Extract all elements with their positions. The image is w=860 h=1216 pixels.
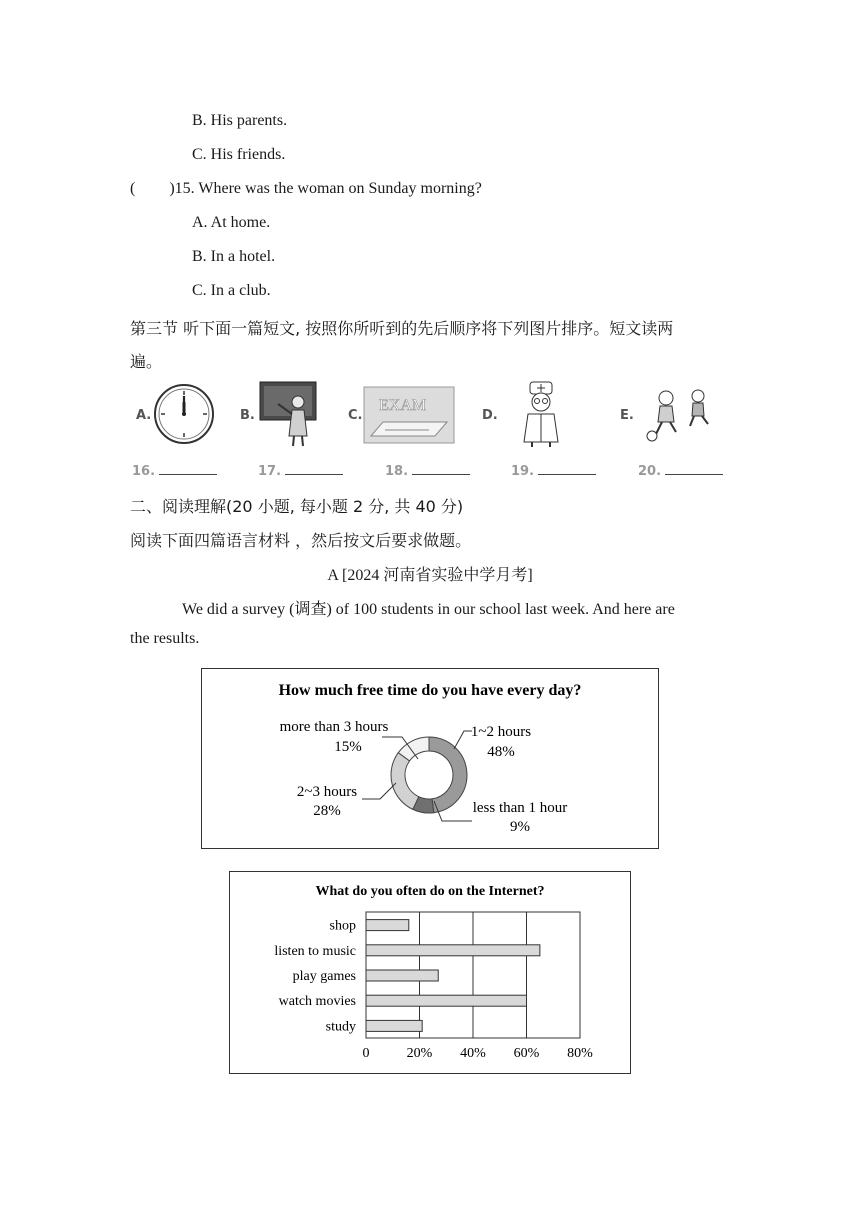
teacher-blackboard-icon — [258, 380, 320, 448]
clock-icon — [152, 382, 216, 446]
blank-20-number: 20. — [638, 464, 662, 479]
blank-16-number: 16. — [132, 464, 156, 479]
category-label: shop — [329, 918, 356, 934]
free-time-chart-svg — [202, 669, 658, 848]
picture-label-d: D. — [482, 408, 498, 423]
question-15-stem: 15. Where was the woman on Sunday morning? — [174, 180, 482, 197]
blank-16[interactable] — [132, 464, 217, 479]
slice-pct-less-1: 9% — [510, 819, 530, 835]
x-tick-label: 20% — [406, 1046, 433, 1061]
free-time-chart — [201, 668, 659, 849]
pie-slice-2 — [391, 753, 419, 810]
q15-option-a: A. At home. — [192, 214, 271, 231]
part2-heading: 二、阅读理解(20 小题, 每小题 2 分, 共 40 分) — [130, 497, 464, 516]
slice-pct-1-2: 48% — [487, 744, 515, 760]
x-tick-label: 40% — [460, 1046, 486, 1061]
bar-play-games — [366, 970, 438, 981]
section3-instruction-line2: 遍。 — [130, 352, 163, 371]
part2-instruction: 阅读下面四篇语言材料 ，然后按文后要求做题。 — [130, 531, 472, 550]
children-playing-icon — [642, 386, 714, 446]
blank-18[interactable] — [385, 464, 470, 479]
q15-option-b: B. In a hotel. — [192, 248, 276, 265]
blank-18-number: 18. — [385, 464, 409, 479]
blank-20[interactable] — [638, 464, 723, 479]
bar-chart-title: What do you often do on the Internet? — [315, 884, 545, 899]
bar-study — [366, 1020, 422, 1031]
exam-paper-icon — [363, 386, 455, 444]
answer-parenthesis[interactable]: ( ) — [130, 180, 175, 197]
category-label: play games — [292, 969, 356, 984]
picture-label-b: B. — [240, 408, 255, 423]
blank-19-number: 19. — [511, 464, 535, 479]
x-tick-label: 0 — [362, 1046, 370, 1061]
x-tick-label: 80% — [567, 1046, 593, 1061]
blank-17-number: 17. — [258, 464, 282, 479]
category-label: listen to music — [274, 943, 356, 959]
pie-slice-0 — [429, 737, 467, 813]
exam-text: EXAM — [379, 397, 427, 414]
slice-label-2-3: 2~3 hours — [296, 784, 358, 800]
passage-line-2: the results. — [130, 630, 200, 647]
q14-option-c: C. His friends. — [192, 146, 286, 163]
blank-19[interactable] — [511, 464, 596, 479]
x-tick-label: 60% — [513, 1046, 540, 1061]
slice-label-more-than-3: more than 3 hours — [279, 719, 389, 735]
slice-pct-more-than-3: 15% — [334, 739, 362, 755]
bar-shop — [366, 920, 409, 931]
blank-17[interactable] — [258, 464, 343, 479]
question-15 — [130, 180, 482, 198]
q15-option-c: C. In a club. — [192, 282, 271, 299]
internet-activity-chart-svg — [230, 872, 630, 1073]
category-label: study — [325, 1019, 356, 1035]
bar-listen-to-music — [366, 945, 540, 956]
chart-title: How much free time do you have every day? — [278, 682, 582, 699]
slice-label-less-1: less than 1 hour — [472, 800, 568, 816]
slice-pct-2-3: 28% — [313, 803, 341, 819]
bar-watch-movies — [366, 995, 527, 1006]
picture-label-a: A. — [136, 408, 152, 423]
doctor-icon — [518, 380, 566, 448]
section3-instruction-line1: 第三节 听下面一篇短文, 按照你所听到的先后顺序将下列图片排序。短文读两 — [130, 319, 674, 338]
slice-label-1-2: 1~2 hours — [470, 724, 532, 740]
passage-line-1: We did a survey (调查) of 100 students in our school last week. And here are — [182, 601, 675, 618]
category-label: watch movies — [278, 994, 356, 1010]
picture-label-e: E. — [620, 408, 634, 423]
internet-activity-chart — [229, 871, 631, 1074]
passage-title: A [2024 河南省实验中学月考] — [327, 567, 533, 584]
picture-row — [130, 380, 730, 485]
picture-label-c: C. — [348, 408, 363, 423]
q14-option-b: B. His parents. — [192, 112, 288, 129]
